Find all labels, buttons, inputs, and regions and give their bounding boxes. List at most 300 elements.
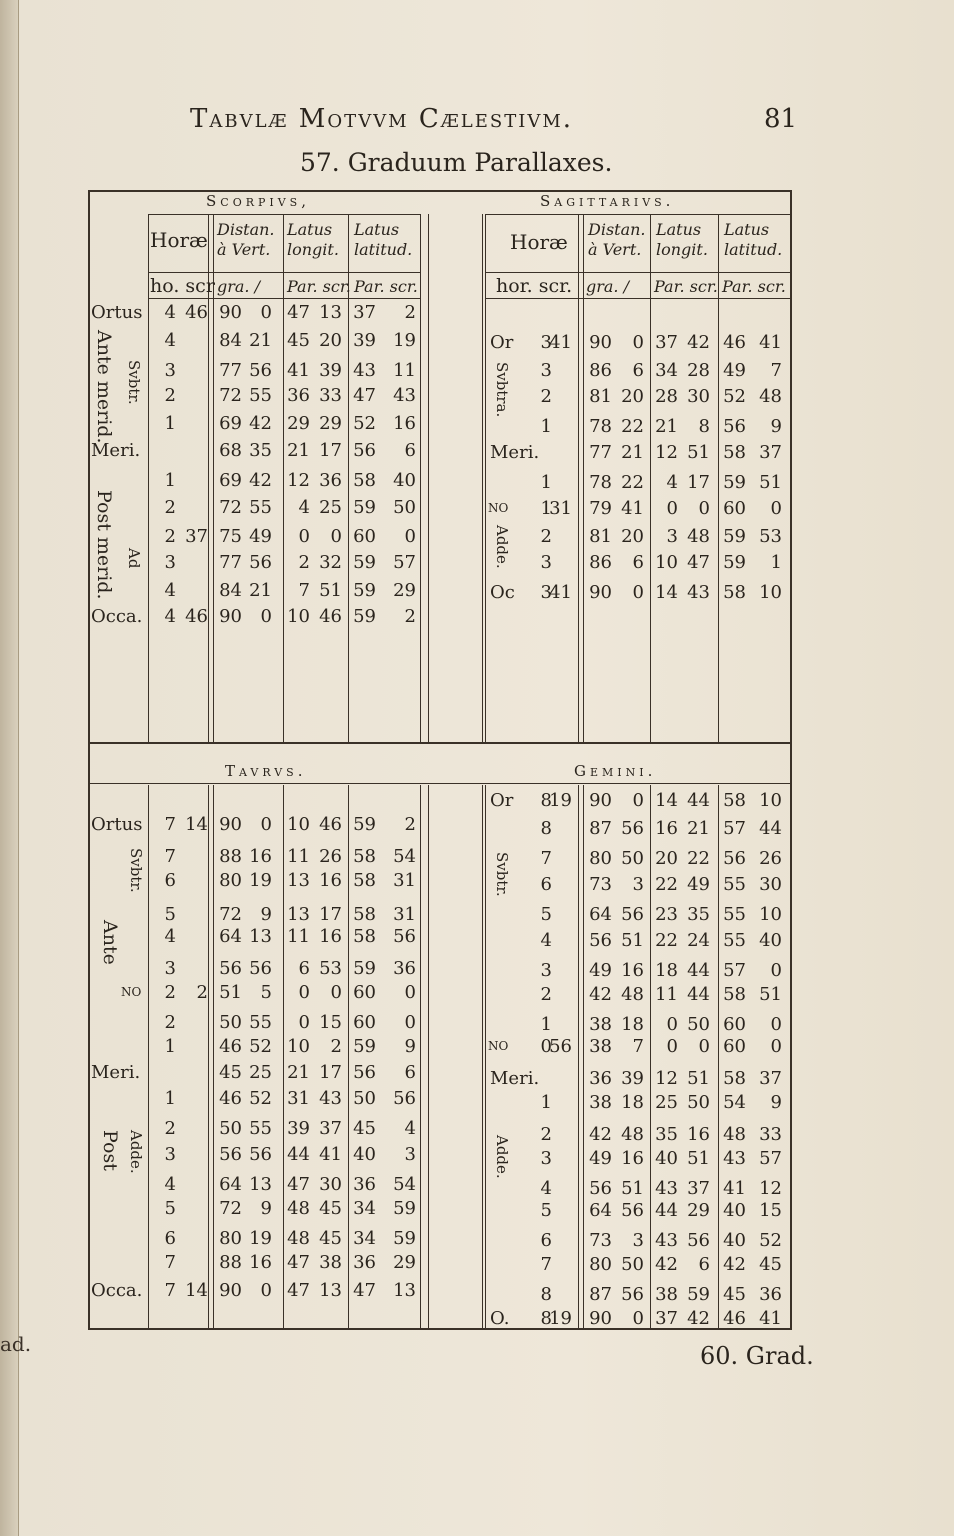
subheader-rule — [485, 272, 790, 273]
gemini-latitud-scr: 51 — [759, 984, 782, 1005]
scorpius-longit-part: 2 — [298, 552, 310, 573]
running-title: Tabvlæ Motvvm Cælestivm. — [190, 104, 574, 134]
scorpius-longit-scr: 51 — [319, 580, 342, 601]
taurus-latitud-scr: 56 — [393, 926, 416, 947]
taurus-latitud-part: 60 — [353, 982, 376, 1003]
gemini-distance-deg: 36 — [589, 1068, 612, 1089]
scorpius-longit-scr: 33 — [319, 385, 342, 406]
col-distan-right: Distan. à Vert. — [588, 220, 646, 259]
sagittarius-latitud-part: 52 — [723, 386, 746, 407]
gemini-distance-deg: 90 — [589, 790, 612, 811]
col-longit-right: Latus longit. — [656, 220, 708, 259]
column-rule — [578, 214, 579, 742]
taurus-latitud-scr: 0 — [404, 1012, 416, 1033]
sagittarius-hour: 2 — [540, 526, 552, 547]
gemini-distance-deg: 38 — [589, 1092, 612, 1113]
gemini-latitud-part: 41 — [723, 1178, 746, 1199]
sub-par-latitud-left: Par. scr. — [354, 277, 418, 296]
taurus-latitud-scr: 54 — [393, 846, 416, 867]
taurus-latitud-part: 50 — [353, 1088, 376, 1109]
taurus-hour: 6 — [164, 1228, 176, 1249]
taurus-hour: 3 — [164, 1144, 176, 1165]
taurus-latitud-part: 58 — [353, 904, 376, 925]
gemini-longit-scr: 51 — [687, 1068, 710, 1089]
gemini-minute: 19 — [549, 790, 572, 811]
scorpius-latitud-scr: 40 — [393, 470, 416, 491]
gemini-latitud-part: 40 — [723, 1230, 746, 1251]
gemini-latitud-scr: 9 — [770, 1092, 782, 1113]
sign-heading-taurus: Tavrvs. — [225, 762, 307, 780]
taurus-longit-part: 10 — [287, 814, 310, 835]
gemini-distance-deg: 80 — [589, 848, 612, 869]
gemini-latitud-scr: 10 — [759, 790, 782, 811]
label-subtr-scorpius: Svbtr. — [125, 360, 143, 405]
taurus-latitud-part: 58 — [353, 846, 376, 867]
taurus-distance-min: 19 — [249, 1228, 272, 1249]
sagittarius-latitud-scr: 1 — [770, 552, 782, 573]
taurus-latitud-part: 59 — [353, 1036, 376, 1057]
scorpius-latitud-scr: 2 — [404, 302, 416, 323]
taurus-hour: 1 — [164, 1088, 176, 1109]
gemini-distance-deg: 64 — [589, 904, 612, 925]
scorpius-minute: 37 — [185, 526, 208, 547]
taurus-longit-part: 44 — [287, 1144, 310, 1165]
gemini-minute: 19 — [549, 1308, 572, 1329]
sagittarius-latitud-scr: 48 — [759, 386, 782, 407]
taurus-hour: 7 — [164, 1280, 176, 1301]
gemini-distance-min: 48 — [621, 1124, 644, 1145]
taurus-latitud-scr: 2 — [404, 814, 416, 835]
subheader-bottom-rule — [148, 298, 420, 299]
gemini-longit-scr: 44 — [687, 790, 710, 811]
subheader-rule — [148, 272, 420, 273]
taurus-longit-part: 10 — [287, 1036, 310, 1057]
sagittarius-longit-scr: 0 — [698, 498, 710, 519]
gemini-distance-min: 56 — [621, 904, 644, 925]
gemini-distance-min: 18 — [621, 1014, 644, 1035]
gemini-longit-scr: 50 — [687, 1092, 710, 1113]
sagittarius-row-label: Oc — [490, 582, 515, 603]
scorpius-distance-deg: 90 — [219, 606, 242, 627]
scorpius-hour: 4 — [164, 302, 176, 323]
scorpius-hour: 2 — [164, 526, 176, 547]
sagittarius-hour: 1 — [540, 498, 552, 519]
gemini-longit-scr: 6 — [698, 1254, 710, 1275]
gemini-row-label: NO — [488, 1039, 509, 1053]
taurus-hour: 3 — [164, 958, 176, 979]
gemini-longit-scr: 59 — [687, 1284, 710, 1305]
taurus-minute: 2 — [196, 982, 208, 1003]
sagittarius-latitud-part: 56 — [723, 416, 746, 437]
taurus-latitud-scr: 54 — [393, 1174, 416, 1195]
taurus-distance-min: 25 — [249, 1062, 272, 1083]
column-rule — [482, 785, 483, 1328]
scorpius-longit-part: 0 — [298, 526, 310, 547]
taurus-latitud-part: 58 — [353, 926, 376, 947]
taurus-longit-scr: 30 — [319, 1174, 342, 1195]
gemini-latitud-part: 46 — [723, 1308, 746, 1329]
taurus-latitud-scr: 31 — [393, 904, 416, 925]
scorpius-longit-part: 4 — [298, 497, 310, 518]
taurus-latitud-scr: 56 — [393, 1088, 416, 1109]
taurus-distance-deg: 51 — [219, 982, 242, 1003]
gemini-latitud-part: 56 — [723, 848, 746, 869]
scorpius-hour: 3 — [164, 552, 176, 573]
sagittarius-distance-min: 41 — [621, 498, 644, 519]
taurus-distance-min: 5 — [260, 982, 272, 1003]
gemini-longit-part: 14 — [655, 790, 678, 811]
taurus-longit-part: 11 — [287, 926, 310, 947]
scorpius-latitud-part: 47 — [353, 385, 376, 406]
scorpius-distance-min: 35 — [249, 440, 272, 461]
gemini-latitud-scr: 15 — [759, 1200, 782, 1221]
sagittarius-latitud-part: 59 — [723, 552, 746, 573]
column-rule — [213, 785, 214, 1328]
taurus-row-label: NO — [121, 985, 142, 999]
taurus-longit-part: 47 — [287, 1280, 310, 1301]
taurus-longit-scr: 41 — [319, 1144, 342, 1165]
taurus-longit-scr: 46 — [319, 814, 342, 835]
sagittarius-longit-part: 37 — [655, 332, 678, 353]
sagittarius-longit-part: 4 — [666, 472, 678, 493]
col-latitud-right: Latus latitud. — [724, 220, 783, 259]
scorpius-distance-min: 21 — [249, 330, 272, 351]
gemini-hour: 5 — [540, 904, 552, 925]
taurus-latitud-scr: 59 — [393, 1228, 416, 1249]
scorpius-latitud-scr: 0 — [404, 526, 416, 547]
taurus-hour: 2 — [164, 1012, 176, 1033]
gemini-longit-scr: 35 — [687, 904, 710, 925]
taurus-longit-scr: 17 — [319, 1062, 342, 1083]
scorpius-longit-part: 12 — [287, 470, 310, 491]
gemini-latitud-part: 48 — [723, 1124, 746, 1145]
taurus-distance-min: 55 — [249, 1012, 272, 1033]
sagittarius-latitud-part: 58 — [723, 582, 746, 603]
gemini-distance-deg: 49 — [589, 1148, 612, 1169]
taurus-longit-part: 6 — [298, 958, 310, 979]
scorpius-row-label: Meri. — [91, 440, 141, 461]
gemini-latitud-part: 57 — [723, 960, 746, 981]
sagittarius-longit-scr: 42 — [687, 332, 710, 353]
gemini-hour: 8 — [540, 790, 552, 811]
gemini-distance-min: 0 — [632, 1308, 644, 1329]
scorpius-longit-scr: 39 — [319, 360, 342, 381]
gemini-latitud-part: 42 — [723, 1254, 746, 1275]
gemini-longit-part: 43 — [655, 1230, 678, 1251]
sagittarius-distance-min: 22 — [621, 472, 644, 493]
scorpius-hour: 2 — [164, 497, 176, 518]
gemini-latitud-scr: 44 — [759, 818, 782, 839]
scorpius-latitud-part: 58 — [353, 470, 376, 491]
taurus-distance-min: 55 — [249, 1118, 272, 1139]
gemini-longit-part: 25 — [655, 1092, 678, 1113]
sagittarius-distance-deg: 86 — [589, 552, 612, 573]
taurus-latitud-scr: 36 — [393, 958, 416, 979]
taurus-hour: 5 — [164, 904, 176, 925]
taurus-distance-deg: 56 — [219, 1144, 242, 1165]
scorpius-longit-part: 41 — [287, 360, 310, 381]
column-rule — [578, 785, 579, 1328]
taurus-hour: 7 — [164, 1252, 176, 1273]
column-rule — [283, 785, 284, 1328]
taurus-distance-min: 9 — [260, 904, 272, 925]
gemini-hour: 3 — [540, 960, 552, 981]
gemini-distance-min: 16 — [621, 1148, 644, 1169]
taurus-latitud-part: 40 — [353, 1144, 376, 1165]
taurus-longit-scr: 2 — [330, 1036, 342, 1057]
taurus-distance-deg: 88 — [219, 846, 242, 867]
sub-par-longit-left: Par. scr. — [287, 277, 351, 296]
gemini-latitud-scr: 10 — [759, 904, 782, 925]
sagittarius-distance-deg: 81 — [589, 386, 612, 407]
scorpius-latitud-scr: 2 — [404, 606, 416, 627]
scorpius-longit-scr: 0 — [330, 526, 342, 547]
gemini-hour: 1 — [540, 1014, 552, 1035]
taurus-latitud-scr: 13 — [393, 1280, 416, 1301]
gemini-latitud-scr: 30 — [759, 874, 782, 895]
taurus-latitud-scr: 29 — [393, 1252, 416, 1273]
taurus-distance-min: 52 — [249, 1036, 272, 1057]
sagittarius-latitud-scr: 7 — [770, 360, 782, 381]
taurus-distance-min: 56 — [249, 1144, 272, 1165]
taurus-latitud-scr: 0 — [404, 982, 416, 1003]
taurus-longit-part: 0 — [298, 982, 310, 1003]
sagittarius-hour: 1 — [540, 472, 552, 493]
sagittarius-distance-deg: 86 — [589, 360, 612, 381]
scorpius-longit-part: 10 — [287, 606, 310, 627]
column-rule — [420, 785, 421, 1328]
gemini-longit-part: 40 — [655, 1148, 678, 1169]
gemini-longit-part: 44 — [655, 1200, 678, 1221]
gemini-latitud-scr: 0 — [770, 1036, 782, 1057]
sagittarius-minute: 31 — [549, 498, 572, 519]
taurus-longit-scr: 26 — [319, 846, 342, 867]
gemini-longit-part: 16 — [655, 818, 678, 839]
taurus-longit-scr: 45 — [319, 1198, 342, 1219]
scorpius-distance-min: 56 — [249, 552, 272, 573]
scorpius-row-label: Occa. — [91, 606, 143, 627]
scorpius-distance-min: 49 — [249, 526, 272, 547]
sagittarius-distance-deg: 79 — [589, 498, 612, 519]
gemini-distance-deg: 49 — [589, 960, 612, 981]
gemini-latitud-part: 58 — [723, 984, 746, 1005]
taurus-longit-scr: 43 — [319, 1088, 342, 1109]
sub-par-longit-right: Par. scr. — [654, 277, 718, 296]
label-adde-gemini: Adde. — [493, 1135, 511, 1179]
scorpius-longit-part: 45 — [287, 330, 310, 351]
taurus-hour: 1 — [164, 1036, 176, 1057]
taurus-longit-scr: 13 — [319, 1280, 342, 1301]
column-rule — [583, 785, 584, 1328]
taurus-latitud-scr: 6 — [404, 1062, 416, 1083]
taurus-distance-deg: 45 — [219, 1062, 242, 1083]
sagittarius-distance-min: 0 — [632, 582, 644, 603]
taurus-latitud-part: 59 — [353, 814, 376, 835]
scorpius-latitud-part: 39 — [353, 330, 376, 351]
gemini-distance-deg: 56 — [589, 1178, 612, 1199]
gemini-distance-deg: 42 — [589, 984, 612, 1005]
taurus-longit-part: 21 — [287, 1062, 310, 1083]
sub-horae-right: hor. scr. — [496, 275, 573, 297]
taurus-distance-deg: 80 — [219, 1228, 242, 1249]
sagittarius-latitud-scr: 53 — [759, 526, 782, 547]
gemini-hour: 8 — [540, 818, 552, 839]
sagittarius-distance-deg: 90 — [589, 582, 612, 603]
table-mid-rule-2 — [88, 783, 792, 784]
taurus-latitud-scr: 3 — [404, 1144, 416, 1165]
gemini-latitud-part: 55 — [723, 930, 746, 951]
gemini-distance-min: 51 — [621, 1178, 644, 1199]
gemini-hour: 7 — [540, 848, 552, 869]
taurus-latitud-part: 36 — [353, 1252, 376, 1273]
gemini-latitud-part: 55 — [723, 904, 746, 925]
taurus-distance-min: 19 — [249, 870, 272, 891]
taurus-distance-deg: 72 — [219, 1198, 242, 1219]
column-rule — [148, 785, 149, 1328]
sagittarius-latitud-part: 58 — [723, 442, 746, 463]
scorpius-latitud-part: 56 — [353, 440, 376, 461]
scorpius-latitud-scr: 29 — [393, 580, 416, 601]
gemini-distance-deg: 64 — [589, 1200, 612, 1221]
scorpius-latitud-scr: 50 — [393, 497, 416, 518]
taurus-distance-min: 13 — [249, 926, 272, 947]
gemini-longit-scr: 0 — [698, 1036, 710, 1057]
sagittarius-hour: 3 — [540, 552, 552, 573]
scorpius-latitud-part: 59 — [353, 497, 376, 518]
sagittarius-longit-scr: 17 — [687, 472, 710, 493]
gemini-hour: 5 — [540, 1200, 552, 1221]
sagittarius-longit-scr: 47 — [687, 552, 710, 573]
sagittarius-longit-scr: 28 — [687, 360, 710, 381]
gemini-latitud-scr: 41 — [759, 1308, 782, 1329]
taurus-latitud-part: 47 — [353, 1280, 376, 1301]
gemini-longit-part: 0 — [666, 1036, 678, 1057]
gemini-distance-min: 56 — [621, 818, 644, 839]
taurus-longit-scr: 37 — [319, 1118, 342, 1139]
taurus-distance-min: 56 — [249, 958, 272, 979]
gemini-latitud-scr: 0 — [770, 1014, 782, 1035]
scorpius-distance-min: 0 — [260, 302, 272, 323]
gemini-hour: 4 — [540, 1178, 552, 1199]
gemini-longit-scr: 44 — [687, 960, 710, 981]
column-rule — [718, 785, 719, 1328]
gemini-hour: 7 — [540, 1254, 552, 1275]
col-latitud-left: Latus latitud. — [354, 220, 413, 259]
scorpius-distance-deg: 77 — [219, 552, 242, 573]
header-rule — [485, 214, 790, 215]
gemini-latitud-scr: 26 — [759, 848, 782, 869]
sagittarius-distance-deg: 77 — [589, 442, 612, 463]
scorpius-distance-min: 42 — [249, 413, 272, 434]
label-adde-sagittarius: Adde. — [493, 525, 511, 569]
scorpius-distance-min: 55 — [249, 497, 272, 518]
gemini-longit-part: 23 — [655, 904, 678, 925]
scorpius-longit-scr: 32 — [319, 552, 342, 573]
sagittarius-row-label: Or — [490, 332, 514, 353]
scorpius-latitud-scr: 6 — [404, 440, 416, 461]
gemini-distance-deg: 56 — [589, 930, 612, 951]
scorpius-hour: 4 — [164, 330, 176, 351]
scorpius-longit-scr: 20 — [319, 330, 342, 351]
gemini-latitud-part: 40 — [723, 1200, 746, 1221]
taurus-longit-scr: 38 — [319, 1252, 342, 1273]
taurus-longit-part: 48 — [287, 1198, 310, 1219]
taurus-hour: 2 — [164, 982, 176, 1003]
col-horae-left: Horæ — [150, 228, 208, 252]
gemini-latitud-part: 60 — [723, 1036, 746, 1057]
gemini-hour: 2 — [540, 984, 552, 1005]
sagittarius-longit-part: 21 — [655, 416, 678, 437]
sagittarius-longit-scr: 43 — [687, 582, 710, 603]
gemini-distance-deg: 90 — [589, 1308, 612, 1329]
taurus-latitud-part: 34 — [353, 1198, 376, 1219]
scorpius-longit-scr: 46 — [319, 606, 342, 627]
gemini-longit-part: 35 — [655, 1124, 678, 1145]
gemini-longit-scr: 24 — [687, 930, 710, 951]
column-rule — [485, 785, 486, 1328]
scorpius-distance-min: 0 — [260, 606, 272, 627]
taurus-longit-scr: 15 — [319, 1012, 342, 1033]
scorpius-longit-part: 47 — [287, 302, 310, 323]
sagittarius-distance-min: 6 — [632, 552, 644, 573]
scorpius-latitud-part: 59 — [353, 580, 376, 601]
scorpius-minute: 46 — [185, 302, 208, 323]
scorpius-hour: 1 — [164, 470, 176, 491]
scorpius-distance-deg: 72 — [219, 497, 242, 518]
scorpius-distance-min: 21 — [249, 580, 272, 601]
sagittarius-hour: 2 — [540, 386, 552, 407]
scorpius-distance-deg: 68 — [219, 440, 242, 461]
scorpius-longit-part: 36 — [287, 385, 310, 406]
column-rule — [428, 785, 429, 1328]
gemini-distance-min: 16 — [621, 960, 644, 981]
scorpius-latitud-scr: 19 — [393, 330, 416, 351]
taurus-longit-scr: 53 — [319, 958, 342, 979]
taurus-latitud-scr: 4 — [404, 1118, 416, 1139]
table-subtitle: 57. Graduum Parallaxes. — [300, 148, 613, 177]
gemini-latitud-scr: 37 — [759, 1068, 782, 1089]
facing-page-edge — [0, 0, 32, 1536]
taurus-hour: 7 — [164, 814, 176, 835]
gemini-longit-part: 11 — [655, 984, 678, 1005]
gemini-latitud-part: 58 — [723, 1068, 746, 1089]
gemini-hour: 4 — [540, 930, 552, 951]
taurus-latitud-part: 60 — [353, 1012, 376, 1033]
sagittarius-longit-part: 12 — [655, 442, 678, 463]
gemini-distance-min: 48 — [621, 984, 644, 1005]
taurus-hour: 7 — [164, 846, 176, 867]
gemini-longit-part: 0 — [666, 1014, 678, 1035]
gemini-longit-part: 43 — [655, 1178, 678, 1199]
sagittarius-longit-part: 14 — [655, 582, 678, 603]
taurus-distance-deg: 72 — [219, 904, 242, 925]
sagittarius-distance-deg: 90 — [589, 332, 612, 353]
gemini-distance-deg: 42 — [589, 1124, 612, 1145]
scorpius-latitud-part: 52 — [353, 413, 376, 434]
taurus-distance-deg: 46 — [219, 1036, 242, 1057]
label-subtr-gemini: Svbtr. — [493, 852, 511, 897]
column-rule — [348, 785, 349, 1328]
taurus-distance-deg: 50 — [219, 1118, 242, 1139]
taurus-longit-part: 47 — [287, 1252, 310, 1273]
label-ante-taurus: Ante — [99, 920, 121, 965]
scorpius-distance-deg: 84 — [219, 330, 242, 351]
gemini-row-label: Meri. — [490, 1068, 540, 1089]
sagittarius-longit-part: 28 — [655, 386, 678, 407]
sub-gra-right: gra. / — [586, 277, 629, 296]
sagittarius-distance-min: 6 — [632, 360, 644, 381]
taurus-longit-scr: 0 — [330, 982, 342, 1003]
